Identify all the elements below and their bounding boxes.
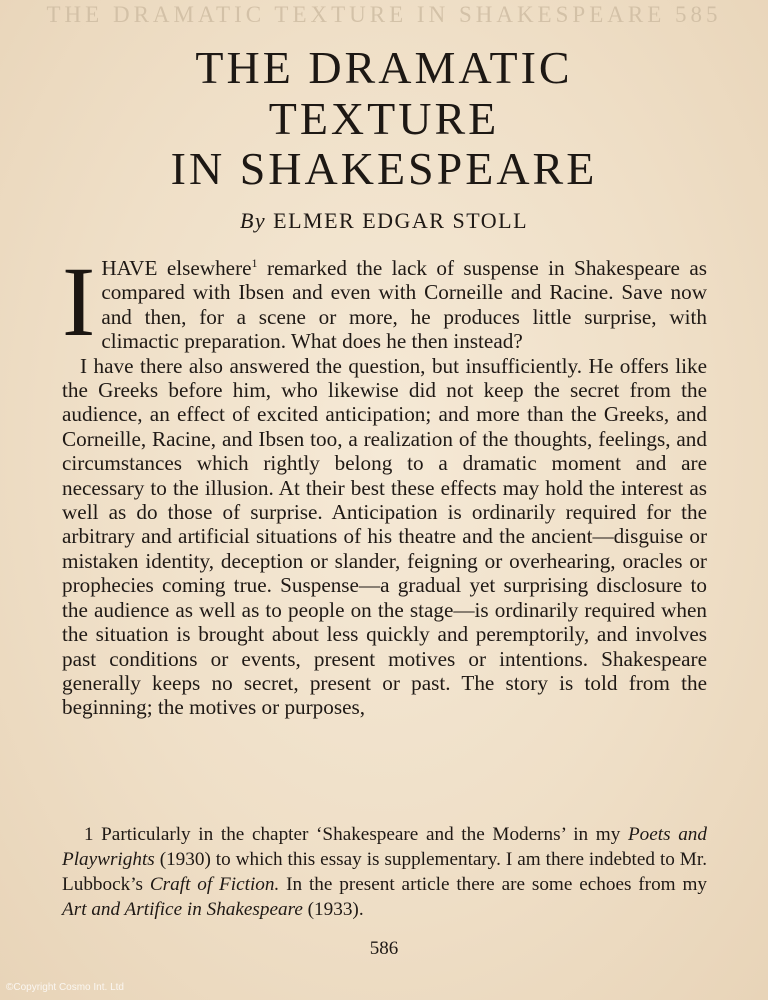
paragraph-1-intro: HAVE elsewhere: [101, 256, 252, 280]
paragraph-2: I have there also answered the question, but insufficiently. He offers like the Greeks before him, who likewise did not keep the secret from the audience, an effect of excited anticipation; and more than the Greeks, and Corneille, Racine, and Ibsen too, a realization of the thoughts, feelings, and circumstances which rightly belong to a dramatic moment and are necessary to the illusion. At their best these effects may hold the interest as well as do those of surprise. Anticipation is ordinarily required for the arbitrary and artificial situations of his theatre and the ancient—disguise or mistaken identity, deception or slander, feigning or overhearing, oracles or prophecies coming true. Suspense—a gradual yet surprising disclosure to the audience as well as to people on the stage—is ordinarily required when the situation is brought about less quickly and peremptorily, and involves past conditions or events, present motives or intentions. Shakespeare generally keeps no secret, present or past. The story is told from the beginning; the motives or purposes,: [62, 353, 707, 720]
paragraph-1-text: remarked the lack of suspense in Shakespeare as compared with Ibsen and even with Corneille and Racine. Save now and then, for a scene or more, he produces little surprise, with climactic preparation. What does he then instead?: [101, 256, 708, 354]
paragraph-1: [62, 246, 708, 357]
page-number: 586: [369, 938, 399, 959]
article-body: [62, 246, 708, 720]
byline-author: ELMER EDGAR STOLL: [273, 208, 529, 233]
footnote-text-c: In the present article there are some echoes from my: [279, 874, 707, 895]
footnote-text-b: (1930) to which this essay is supplementary. I am there indebted to Mr. Lubbock’s: [62, 849, 707, 895]
footnote-title-craft: Craft of Fiction.: [149, 874, 280, 895]
footnote-title-art: Art and Artifice in Shakespeare: [62, 899, 303, 920]
footnote-reference: 1: [251, 255, 258, 270]
footnote-title-poets: Poets and Playwrights: [62, 824, 707, 870]
bleed-through-text: THE DRAMATIC TEXTURE IN SHAKESPEARE 585: [46, 2, 722, 27]
byline: [0, 208, 768, 234]
copyright-watermark: ©Copyright Cosmo Int. Ltd: [6, 982, 124, 993]
title-line-1: THE DRAMATIC: [195, 42, 573, 93]
title-line-2: TEXTURE: [268, 93, 500, 144]
byline-prefix: By: [239, 208, 267, 233]
footnote-mark: 1: [84, 824, 94, 845]
drop-cap: I: [62, 246, 96, 357]
title-line-3: IN SHAKESPEARE: [170, 143, 598, 194]
footnote-text-d: (1933).: [302, 899, 364, 920]
footnote-text-a: Particularly in the chapter ‘Shakespeare and the Moderns’ in my: [93, 824, 628, 845]
footnote: [62, 822, 707, 922]
